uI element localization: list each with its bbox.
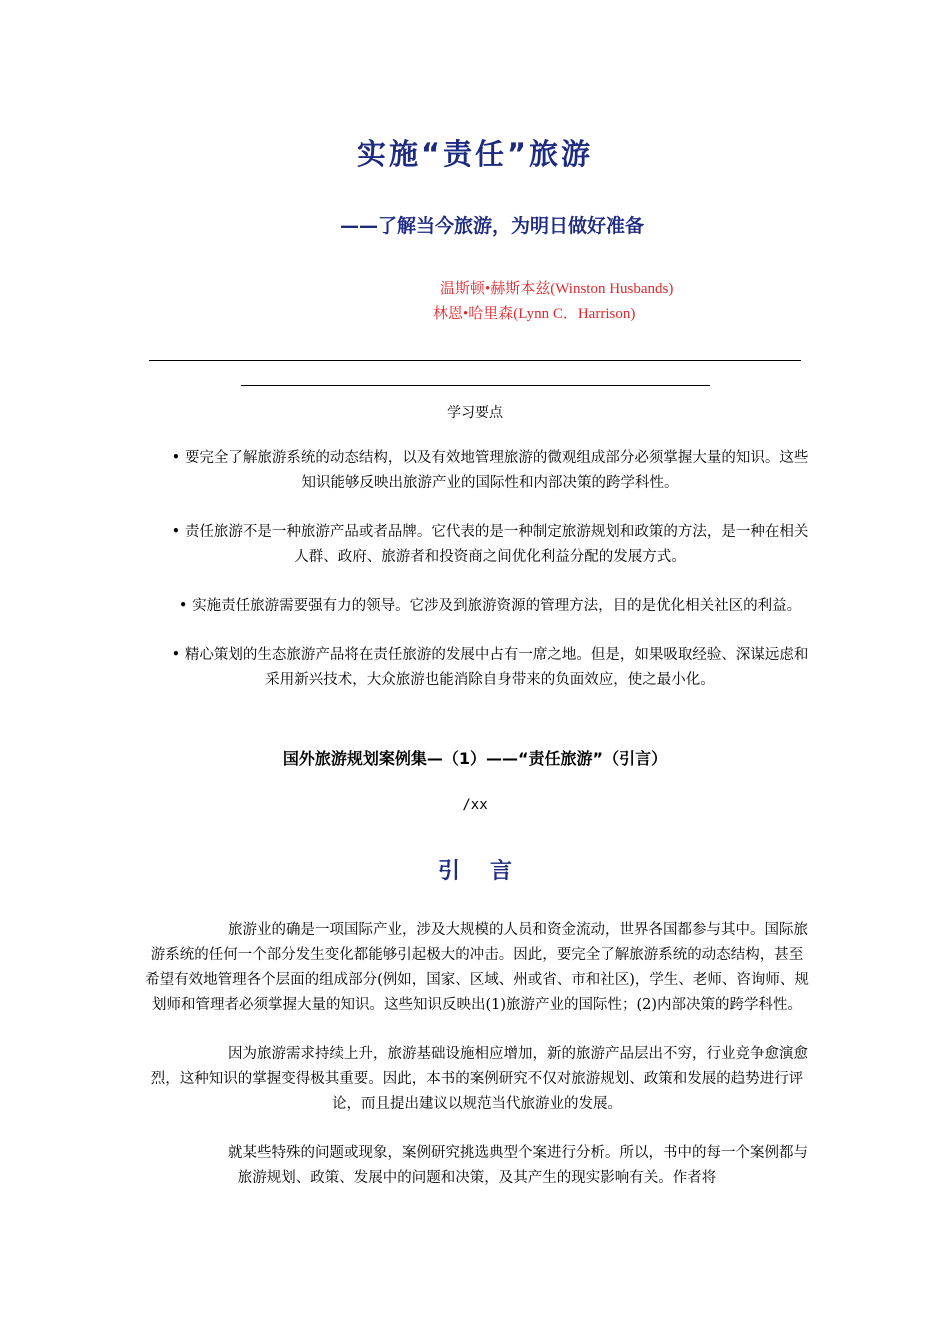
list-item: • 实施责任旅游需要强有力的领导。它涉及到旅游资源的管理方法，目的是优化相关社区的利益。	[165, 594, 815, 619]
intro-heading: 引言	[437, 859, 542, 884]
slash-text: /xx	[462, 797, 488, 813]
body-text	[145, 918, 809, 1215]
paragraph: 就某些特殊的问题或现象，案例研究挑选典型个案进行分析。所以，书中的每一个案例都与旅游规划、政策、发展中的问题和决策，及其产生的现实影响有关。作者将	[228, 1145, 808, 1186]
paragraph: 因为旅游需求持续上升，旅游基础设施相应增加，新的旅游产品层出不穷，行业竞争愈演愈烈，这种知识的掌握变得极其重要。因此，本书的案例研究不仅对旅游规划、政策和发展的趋势进行评论，而且提出建议以规范当代旅游业的发展。	[150, 1046, 808, 1112]
paragraph: 旅游业的确是一项国际产业，涉及大规模的人员和资金流动，世界各国都参与其中。国际旅游系统的任何一个部分发生变化都能够引起极大的冲击。因此，要完全了解旅游系统的动态结构，甚至希望有效地管理各个层面的组成部分(例如，国家、区域、州或省、市和社区)，学生、老师、咨询师、规划师和管理者必须掌握大量的知识。这些知识反映出(1)旅游产业的国际性；(2)内部决策的跨学科性。	[145, 922, 809, 1013]
divider-line	[149, 360, 801, 361]
learning-points-heading: 学习要点	[447, 405, 503, 421]
list-item: • 要完全了解旅游系统的动态结构，以及有效地管理旅游的微观组成部分必须掌握大量的知识。这些知识能够反映出旅游产业的国际性和内部决策的跨学科性。	[165, 446, 815, 496]
divider-line-short	[241, 385, 710, 386]
author-1: 温斯顿•赫斯本兹(Winston Husbands)	[440, 281, 674, 297]
document-title: 实施“责任”旅游	[356, 137, 594, 171]
learning-points-list	[165, 446, 815, 717]
list-item: • 责任旅游不是一种旅游产品或者品牌。它代表的是一种制定旅游规划和政策的方法，是一种在相关人群、政府、旅游者和投资商之间优化利益分配的发展方式。	[165, 520, 815, 570]
author-2: 林恩•哈里森(Lynn C．Harrison)	[433, 306, 636, 322]
list-item: • 精心策划的生态旅游产品将在责任旅游的发展中占有一席之地。但是，如果吸取经验、深谋远虑和采用新兴技术，大众旅游也能消除自身带来的负面效应，使之最小化。	[165, 643, 815, 693]
case-collection-title: 国外旅游规划案例集—（1）——“责任旅游”（引言）	[282, 749, 668, 768]
document-subtitle: ——了解当今旅游，为明日做好准备	[339, 215, 644, 237]
